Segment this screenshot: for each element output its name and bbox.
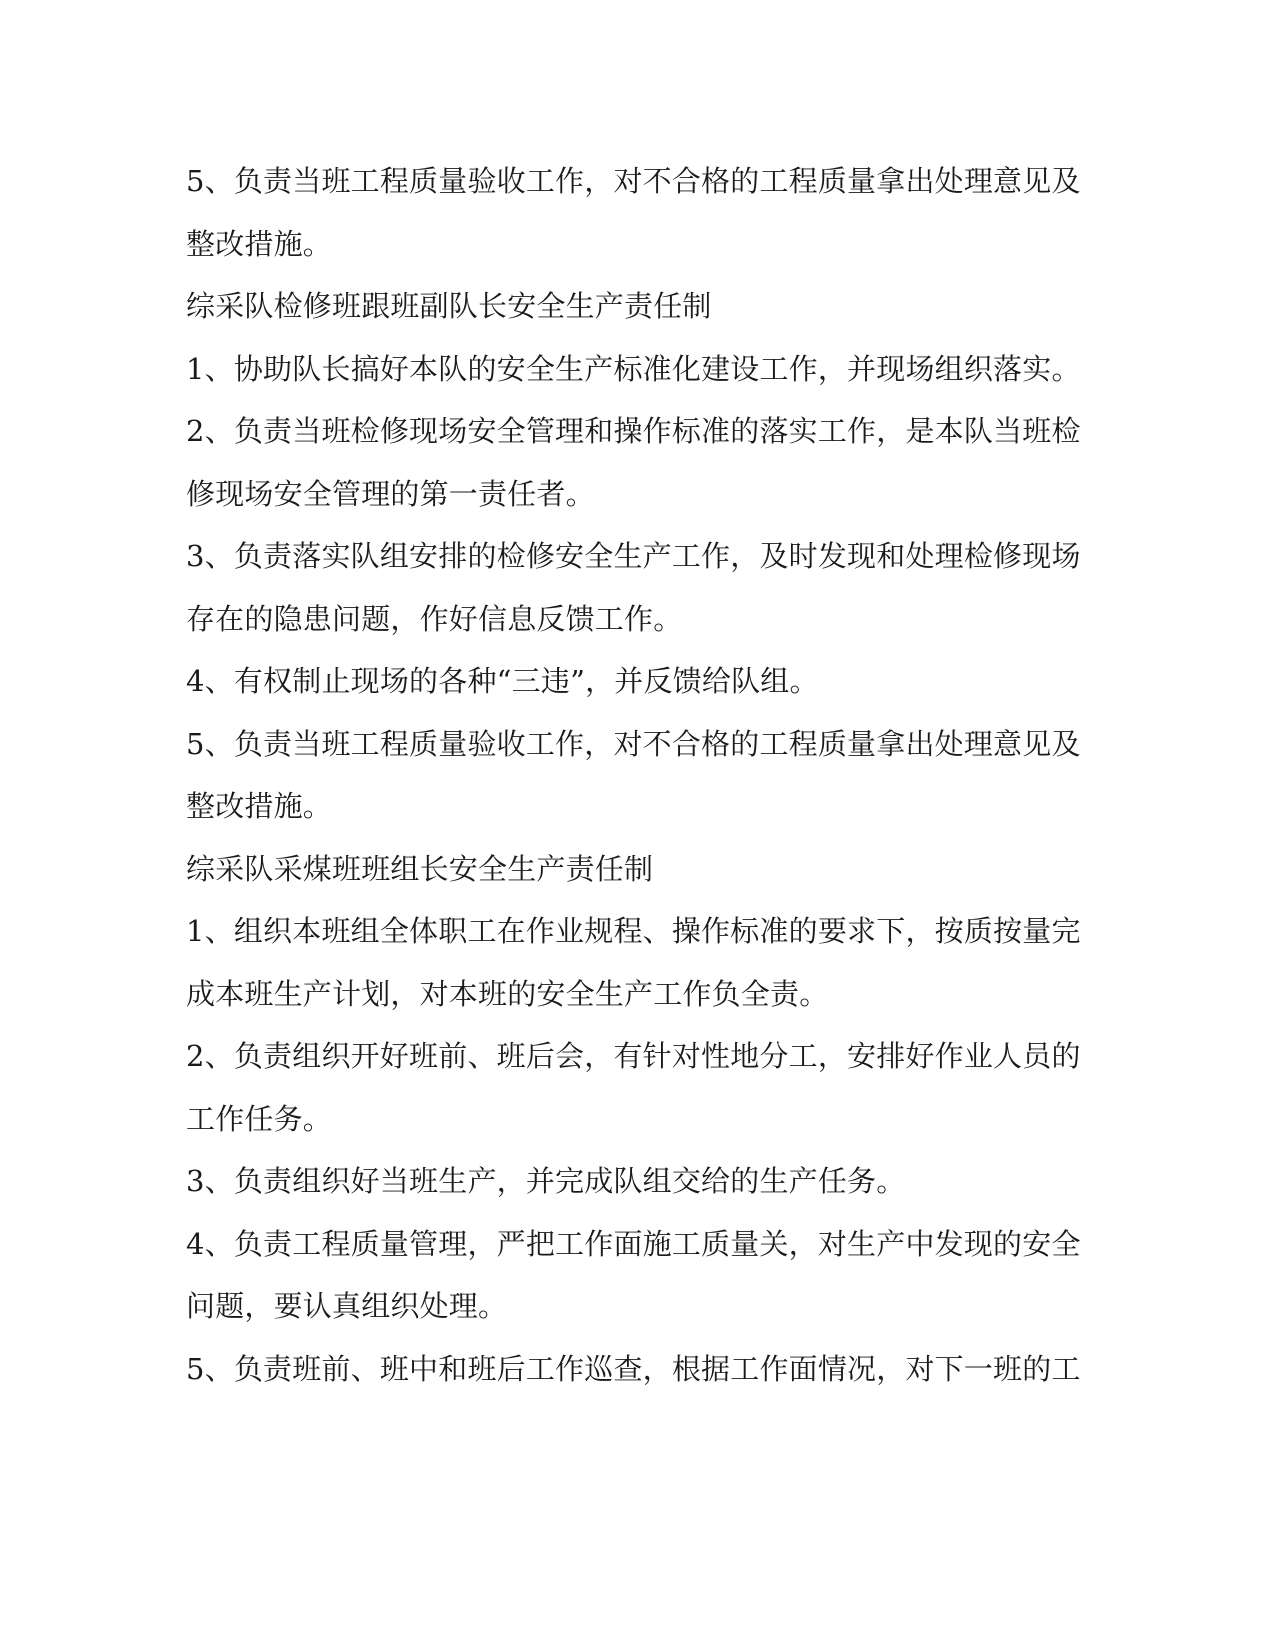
text-line: 成本班生产计划，对本班的安全生产工作负全责。 bbox=[186, 976, 829, 1011]
text-line: 问题，要认真组织处理。 bbox=[186, 1289, 508, 1323]
text-line: 1、组织本班组全体职工在作业规程、操作标准的要求下，按质按量完 bbox=[186, 914, 1081, 948]
section-heading: 综采队检修班跟班副队长安全生产责任制 bbox=[186, 289, 712, 323]
text-line: 4、负责工程质量管理，严把工作面施工质量关，对生产中发现的安全 bbox=[186, 1226, 1081, 1261]
text-line: 3、负责组织好当班生产，并完成队组交给的生产任务。 bbox=[186, 1164, 906, 1198]
text-line: 存在的隐患问题，作好信息反馈工作。 bbox=[186, 601, 683, 636]
text-line: 3、负责落实队组安排的检修安全生产工作，及时发现和处理检修现场 bbox=[186, 539, 1081, 573]
document-body bbox=[186, 150, 1081, 1400]
text-line: 整改措施。 bbox=[186, 226, 333, 261]
section-heading: 综采队采煤班班组长安全生产责任制 bbox=[186, 851, 654, 886]
text-line: 5、负责班前、班中和班后工作巡查，根据工作面情况，对下一班的工 bbox=[186, 1351, 1081, 1386]
text-line: 1、协助队长搞好本队的安全生产标准化建设工作，并现场组织落实。 bbox=[186, 351, 1081, 386]
text-line: 工作任务。 bbox=[186, 1101, 333, 1136]
text-line: 2、负责当班检修现场安全管理和操作标准的落实工作，是本队当班检 bbox=[186, 414, 1081, 448]
text-line: 5、负责当班工程质量验收工作，对不合格的工程质量拿出处理意见及 bbox=[186, 726, 1081, 761]
text-line: 5、负责当班工程质量验收工作，对不合格的工程质量拿出处理意见及 bbox=[186, 164, 1081, 198]
text-line: 2、负责组织开好班前、班后会，有针对性地分工，安排好作业人员的 bbox=[186, 1039, 1081, 1073]
text-line: 整改措施。 bbox=[186, 789, 333, 823]
text-line: 4、有权制止现场的各种“三违”，并反馈给队组。 bbox=[186, 664, 819, 698]
text-line: 修现场安全管理的第一责任者。 bbox=[186, 476, 595, 511]
